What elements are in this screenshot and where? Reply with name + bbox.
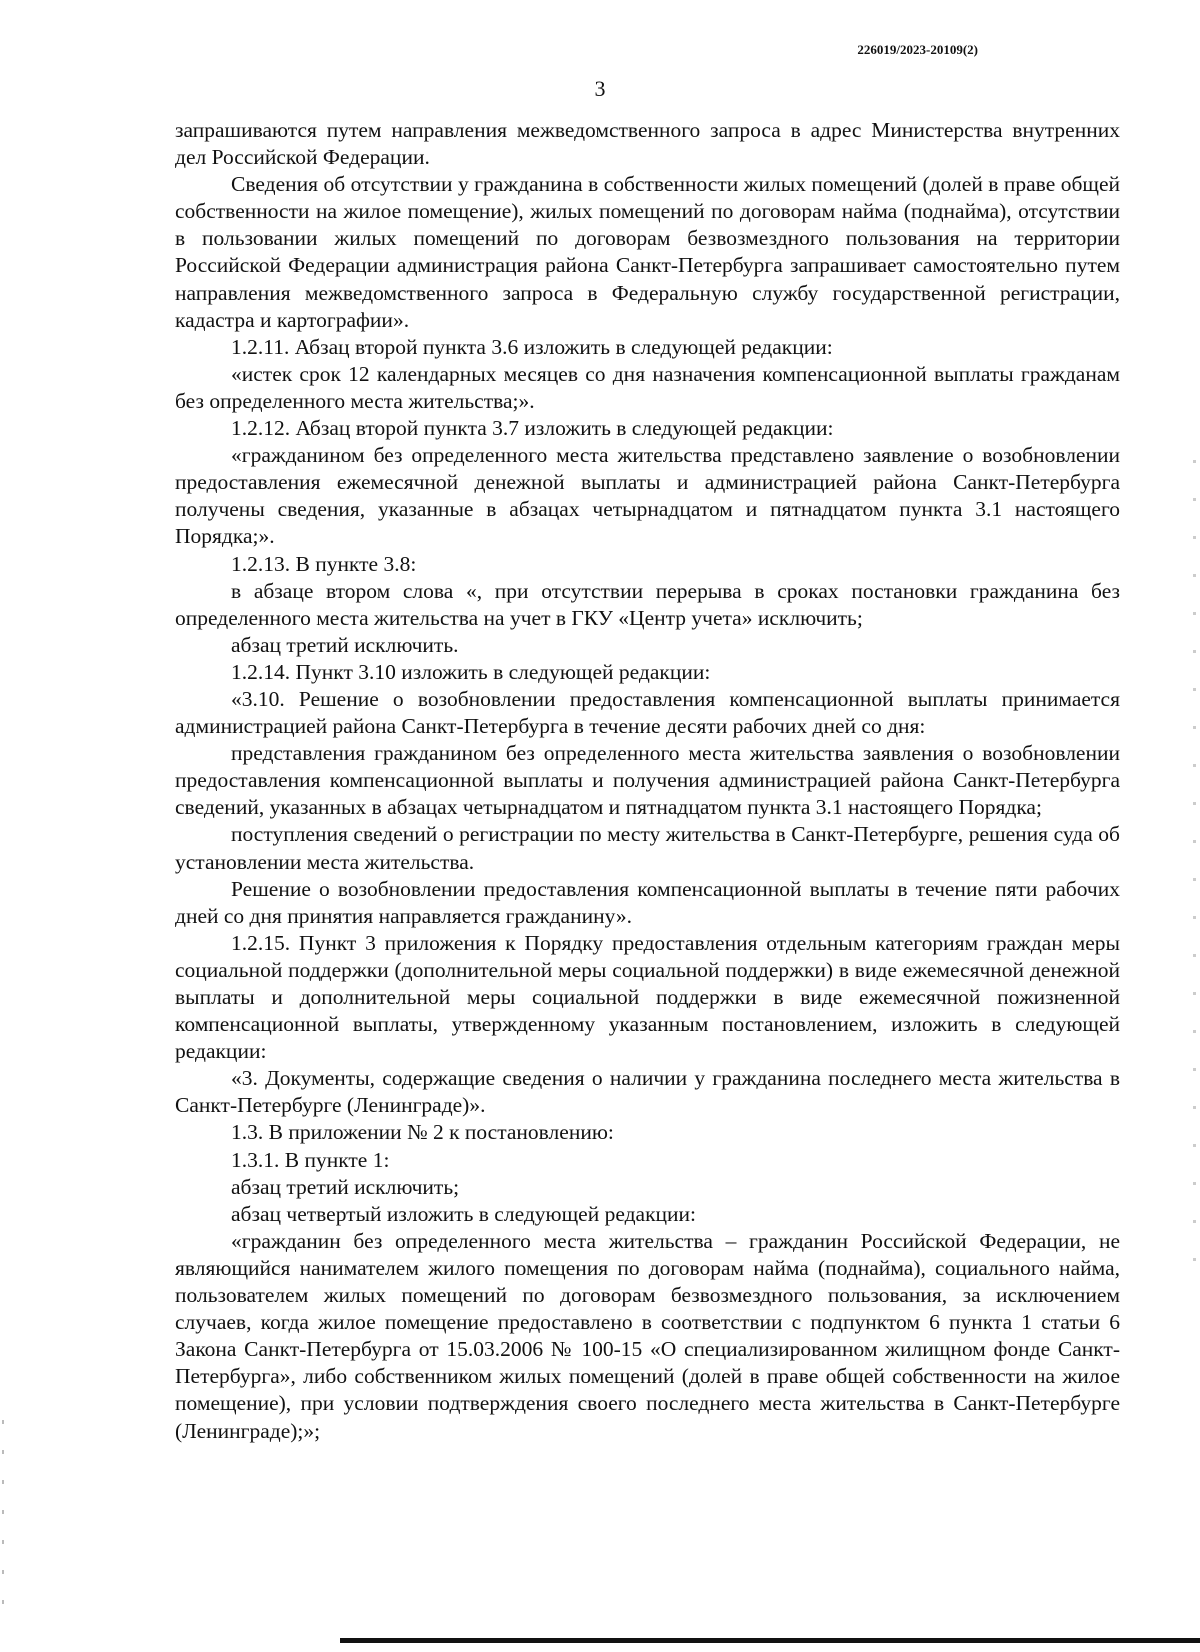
paragraph: абзац четвертый изложить в следующей редакции: xyxy=(231,1201,697,1226)
paragraph: «3. Документы, содержащие сведения о наличии у гражданина последнего места жительства в Санкт-Петербурге (Ленинграде)». xyxy=(175,1066,1120,1118)
bottom-rule xyxy=(340,1638,1200,1643)
paragraph: «гражданином без определенного места жительства представлено заявление о возобновлении предоставления ежемесячной денежной выплаты и администрацией района Санкт-Петербурга получены сведения, указанные в абзацах четырнадцатом и пятнадцатом пункта 3.1 настоящего Порядка;». xyxy=(175,443,1120,549)
paragraph: 1.2.15. Пункт 3 приложения к Порядку предоставления отдельным категориям граждан меры социальной поддержки (дополнительной меры социальной поддержки) в виде ежемесячной денежной выплаты и дополнительной меры социальной поддержки в виде ежемесячной пожизненной компенсационной выплаты, утвержденному указанным постановлением, изложить в следующей редакции: xyxy=(175,930,1120,1064)
paragraph: «истек срок 12 календарных месяцев со дня назначения компенсационной выплаты гражданам без определенного места жительства;». xyxy=(175,361,1120,413)
paragraph: запрашиваются путем направления межведомственного запроса в адрес Министерства внутренних дел Российской Федерации. xyxy=(175,118,1120,170)
document-number: 226019/2023-20109(2) xyxy=(857,42,978,57)
paragraph: «гражданин без определенного места жительства – гражданин Российской Федерации, не являющийся нанимателем жилого помещения по договорам найма (поднайма), социального найма, пользователем жилых помещений по договорам безвозмездного пользования, за исключением случаев, когда жилое помещение предоставлено в соответствии с подпунктом 6 пункта 1 статьи 6 Закона Санкт-Петербурга от 15.03.2006 № 100-15 «О специализированном жилищном фонде Санкт-Петербурга», либо собственником жилых помещений (долей в праве общей собственности на жилое помещение), при условии подтверждения своего последнего места жительства в Санкт-Петербурге (Ленинграде);»; xyxy=(175,1228,1120,1443)
paragraph: Решение о возобновлении предоставления компенсационной выплаты в течение пяти рабочих дней со дня принятия направляется гражданину». xyxy=(175,876,1120,928)
paragraph: абзац третий исключить. xyxy=(231,632,459,657)
paragraph: 1.2.11. Абзац второй пункта 3.6 изложить в следующей редакции: xyxy=(231,334,833,359)
paragraph: поступления сведений о регистрации по месту жительства в Санкт-Петербурге, решения суда об установлении места жительства. xyxy=(175,822,1120,874)
paragraph: «3.10. Решение о возобновлении предоставления компенсационной выплаты принимается администрацией района Санкт-Петербурга в течение десяти рабочих дней со дня: xyxy=(175,686,1120,739)
paragraph: 1.2.14. Пункт 3.10 изложить в следующей редакции: xyxy=(231,659,711,684)
paragraph: представления гражданином без определенного места жительства заявления о возобновлении предоставления компенсационной выплаты и получения администрацией района Санкт-Петербурга сведений, указанных в абзацах четырнадцатом и пятнадцатом пункта 3.1 настоящего Порядка; xyxy=(175,741,1120,820)
scan-margin-marks-left xyxy=(2,1420,4,1620)
paragraph: абзац третий исключить; xyxy=(231,1174,460,1199)
page-number: 3 xyxy=(594,76,606,101)
paragraph: в абзаце втором слова «, при отсутствии перерыва в сроках постановки гражданина без определенного места жительства на учет в ГКУ «Центр учета» исключить; xyxy=(175,578,1120,630)
paragraph: 1.3.1. В пункте 1: xyxy=(231,1147,390,1172)
paragraph: 1.2.12. Абзац второй пункта 3.7 изложить в следующей редакции: xyxy=(231,416,834,441)
paragraph: 1.2.13. В пункте 3.8: xyxy=(231,551,417,576)
paragraph: Сведения об отсутствии у гражданина в собственности жилых помещений (долей в праве общей собственности на жилое помещение), жилых помещений по договорам найма (поднайма), отсутствии в пользовании жилых помещений по договорам безвозмездного пользования на территории Российской Федерации администрация района Санкт-Петербурга запрашивает самостоятельно путем направления межведомственного запроса в Федеральную службу государственной регистрации, кадастра и картографии». xyxy=(175,172,1120,332)
scan-margin-marks xyxy=(1193,460,1196,1280)
document-body xyxy=(175,117,1120,1445)
paragraph: 1.3. В приложении № 2 к постановлению: xyxy=(231,1120,614,1145)
